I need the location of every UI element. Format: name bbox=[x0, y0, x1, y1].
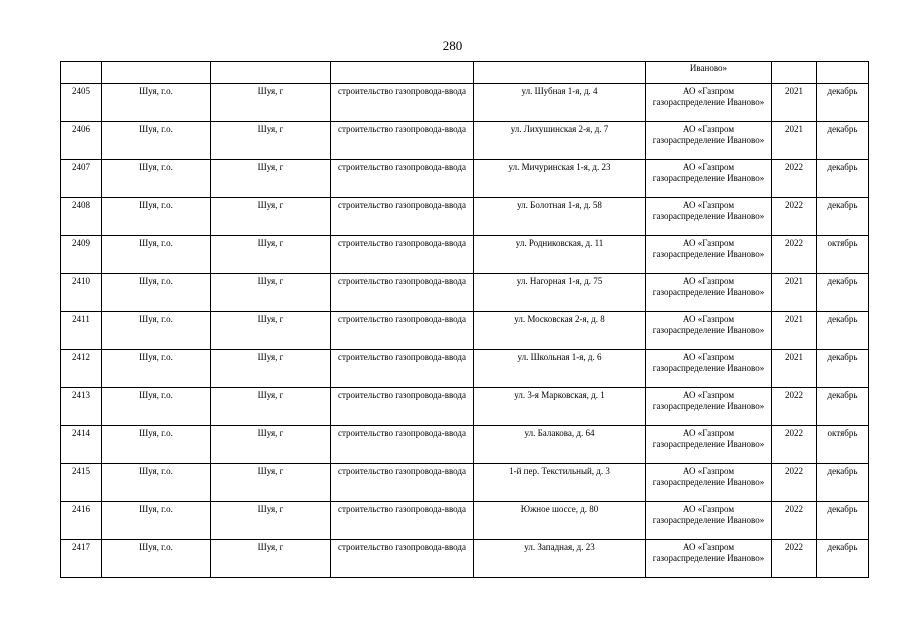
cell-district: Шуя, г.о. bbox=[102, 388, 211, 426]
cell-work-type bbox=[331, 62, 474, 84]
cell-address: ул. Мичуринская 1-я, д. 23 bbox=[474, 160, 646, 198]
cell-work-type: строительство газопровода-ввода bbox=[331, 426, 474, 464]
cell-contractor: АО «Газпром газораспределение Иваново» bbox=[646, 350, 772, 388]
cell-number: 2412 bbox=[61, 350, 102, 388]
cell-district: Шуя, г.о. bbox=[102, 160, 211, 198]
cell-month: декабрь bbox=[817, 388, 869, 426]
cell-number: 2411 bbox=[61, 312, 102, 350]
cell-contractor: АО «Газпром газораспределение Иваново» bbox=[646, 236, 772, 274]
table-row bbox=[61, 274, 869, 312]
table-row bbox=[61, 350, 869, 388]
cell-month: декабрь bbox=[817, 198, 869, 236]
cell-month: октябрь bbox=[817, 426, 869, 464]
cell-contractor: АО «Газпром газораспределение Иваново» bbox=[646, 464, 772, 502]
cell-number: 2414 bbox=[61, 426, 102, 464]
cell-number: 2413 bbox=[61, 388, 102, 426]
cell-address: ул. 3-я Марковская, д. 1 bbox=[474, 388, 646, 426]
cell-address: ул. Балакова, д. 64 bbox=[474, 426, 646, 464]
cell-contractor: АО «Газпром газораспределение Иваново» bbox=[646, 388, 772, 426]
cell-month: декабрь bbox=[817, 464, 869, 502]
cell-month: декабрь bbox=[817, 274, 869, 312]
cell-address bbox=[474, 62, 646, 84]
cell-address: ул. Нагорная 1-я, д. 75 bbox=[474, 274, 646, 312]
cell-month: декабрь bbox=[817, 502, 869, 540]
cell-number: 2407 bbox=[61, 160, 102, 198]
cell-settlement bbox=[211, 62, 331, 84]
cell-month: октябрь bbox=[817, 236, 869, 274]
cell-settlement: Шуя, г bbox=[211, 160, 331, 198]
cell-month: декабрь bbox=[817, 160, 869, 198]
cell-address: 1-й пер. Текстильный, д. 3 bbox=[474, 464, 646, 502]
cell-number: 2410 bbox=[61, 274, 102, 312]
cell-contractor: АО «Газпром газораспределение Иваново» bbox=[646, 160, 772, 198]
cell-district: Шуя, г.о. bbox=[102, 540, 211, 578]
cell-contractor: АО «Газпром газораспределение Иваново» bbox=[646, 122, 772, 160]
table-body bbox=[61, 62, 869, 578]
cell-month: декабрь bbox=[817, 122, 869, 160]
cell-work-type: строительство газопровода-ввода bbox=[331, 350, 474, 388]
cell-district: Шуя, г.о. bbox=[102, 198, 211, 236]
cell-month: декабрь bbox=[817, 350, 869, 388]
cell-district: Шуя, г.о. bbox=[102, 274, 211, 312]
cell-month bbox=[817, 62, 869, 84]
cell-year: 2022 bbox=[772, 160, 817, 198]
cell-number: 2408 bbox=[61, 198, 102, 236]
cell-work-type: строительство газопровода-ввода bbox=[331, 84, 474, 122]
cell-work-type: строительство газопровода-ввода bbox=[331, 388, 474, 426]
cell-district: Шуя, г.о. bbox=[102, 502, 211, 540]
cell-work-type: строительство газопровода-ввода bbox=[331, 160, 474, 198]
cell-year: 2022 bbox=[772, 502, 817, 540]
cell-year: 2022 bbox=[772, 236, 817, 274]
table-row bbox=[61, 84, 869, 122]
cell-address: ул. Школьная 1-я, д. 6 bbox=[474, 350, 646, 388]
cell-year: 2021 bbox=[772, 122, 817, 160]
table-row bbox=[61, 312, 869, 350]
table-row bbox=[61, 236, 869, 274]
cell-year: 2021 bbox=[772, 350, 817, 388]
cell-work-type: строительство газопровода-ввода bbox=[331, 312, 474, 350]
cell-month: декабрь bbox=[817, 312, 869, 350]
cell-number: 2409 bbox=[61, 236, 102, 274]
page-number: 280 bbox=[442, 38, 463, 53]
cell-work-type: строительство газопровода-ввода bbox=[331, 236, 474, 274]
cell-year bbox=[772, 62, 817, 84]
table-row bbox=[61, 540, 869, 578]
table-row bbox=[61, 160, 869, 198]
cell-district: Шуя, г.о. bbox=[102, 84, 211, 122]
cell-district: Шуя, г.о. bbox=[102, 312, 211, 350]
cell-settlement: Шуя, г bbox=[211, 464, 331, 502]
cell-year: 2022 bbox=[772, 540, 817, 578]
cell-work-type: строительство газопровода-ввода bbox=[331, 274, 474, 312]
cell-contractor: АО «Газпром газораспределение Иваново» bbox=[646, 426, 772, 464]
cell-year: 2021 bbox=[772, 84, 817, 122]
gasification-table bbox=[60, 61, 869, 578]
table-row bbox=[61, 122, 869, 160]
cell-year: 2022 bbox=[772, 388, 817, 426]
cell-number bbox=[61, 62, 102, 84]
cell-district: Шуя, г.о. bbox=[102, 464, 211, 502]
cell-work-type: строительство газопровода-ввода bbox=[331, 540, 474, 578]
cell-work-type: строительство газопровода-ввода bbox=[331, 502, 474, 540]
cell-work-type: строительство газопровода-ввода bbox=[331, 198, 474, 236]
cell-district: Шуя, г.о. bbox=[102, 236, 211, 274]
cell-address: ул. Западная, д. 23 bbox=[474, 540, 646, 578]
cell-year: 2022 bbox=[772, 198, 817, 236]
cell-settlement: Шуя, г bbox=[211, 540, 331, 578]
table-row bbox=[61, 198, 869, 236]
cell-contractor: АО «Газпром газораспределение Иваново» bbox=[646, 274, 772, 312]
table-row bbox=[61, 464, 869, 502]
cell-contractor: АО «Газпром газораспределение Иваново» bbox=[646, 540, 772, 578]
cell-settlement: Шуя, г bbox=[211, 350, 331, 388]
cell-settlement: Шуя, г bbox=[211, 312, 331, 350]
cell-work-type: строительство газопровода-ввода bbox=[331, 122, 474, 160]
cell-contractor: АО «Газпром газораспределение Иваново» bbox=[646, 502, 772, 540]
cell-number: 2415 bbox=[61, 464, 102, 502]
cell-address: Южное шоссе, д. 80 bbox=[474, 502, 646, 540]
cell-contractor: АО «Газпром газораспределение Иваново» bbox=[646, 312, 772, 350]
cell-number: 2406 bbox=[61, 122, 102, 160]
cell-settlement: Шуя, г bbox=[211, 84, 331, 122]
cell-year: 2021 bbox=[772, 312, 817, 350]
cell-contractor: АО «Газпром газораспределение Иваново» bbox=[646, 84, 772, 122]
cell-address: ул. Родниковская, д. 11 bbox=[474, 236, 646, 274]
cell-contractor: АО «Газпром газораспределение Иваново» bbox=[646, 198, 772, 236]
cell-district bbox=[102, 62, 211, 84]
cell-year: 2021 bbox=[772, 274, 817, 312]
cell-district: Шуя, г.о. bbox=[102, 122, 211, 160]
cell-month: декабрь bbox=[817, 540, 869, 578]
cell-year: 2022 bbox=[772, 464, 817, 502]
cell-month: декабрь bbox=[817, 84, 869, 122]
cell-address: ул. Лихушинская 2-я, д. 7 bbox=[474, 122, 646, 160]
cell-address: ул. Московская 2-я, д. 8 bbox=[474, 312, 646, 350]
table-row bbox=[61, 388, 869, 426]
cell-work-type: строительство газопровода-ввода bbox=[331, 464, 474, 502]
table-row bbox=[61, 426, 869, 464]
cell-district: Шуя, г.о. bbox=[102, 426, 211, 464]
continuation-row bbox=[61, 62, 869, 84]
table-row bbox=[61, 502, 869, 540]
cell-settlement: Шуя, г bbox=[211, 426, 331, 464]
cell-address: ул. Шубная 1-я, д. 4 bbox=[474, 84, 646, 122]
cell-number: 2417 bbox=[61, 540, 102, 578]
cell-settlement: Шуя, г bbox=[211, 274, 331, 312]
cell-year: 2022 bbox=[772, 426, 817, 464]
cell-number: 2416 bbox=[61, 502, 102, 540]
cell-settlement: Шуя, г bbox=[211, 388, 331, 426]
cell-contractor: Иваново» bbox=[646, 62, 772, 84]
cell-district: Шуя, г.о. bbox=[102, 350, 211, 388]
cell-settlement: Шуя, г bbox=[211, 198, 331, 236]
cell-number: 2405 bbox=[61, 84, 102, 122]
cell-address: ул. Болотная 1-я, д. 58 bbox=[474, 198, 646, 236]
cell-settlement: Шуя, г bbox=[211, 502, 331, 540]
cell-settlement: Шуя, г bbox=[211, 122, 331, 160]
cell-settlement: Шуя, г bbox=[211, 236, 331, 274]
